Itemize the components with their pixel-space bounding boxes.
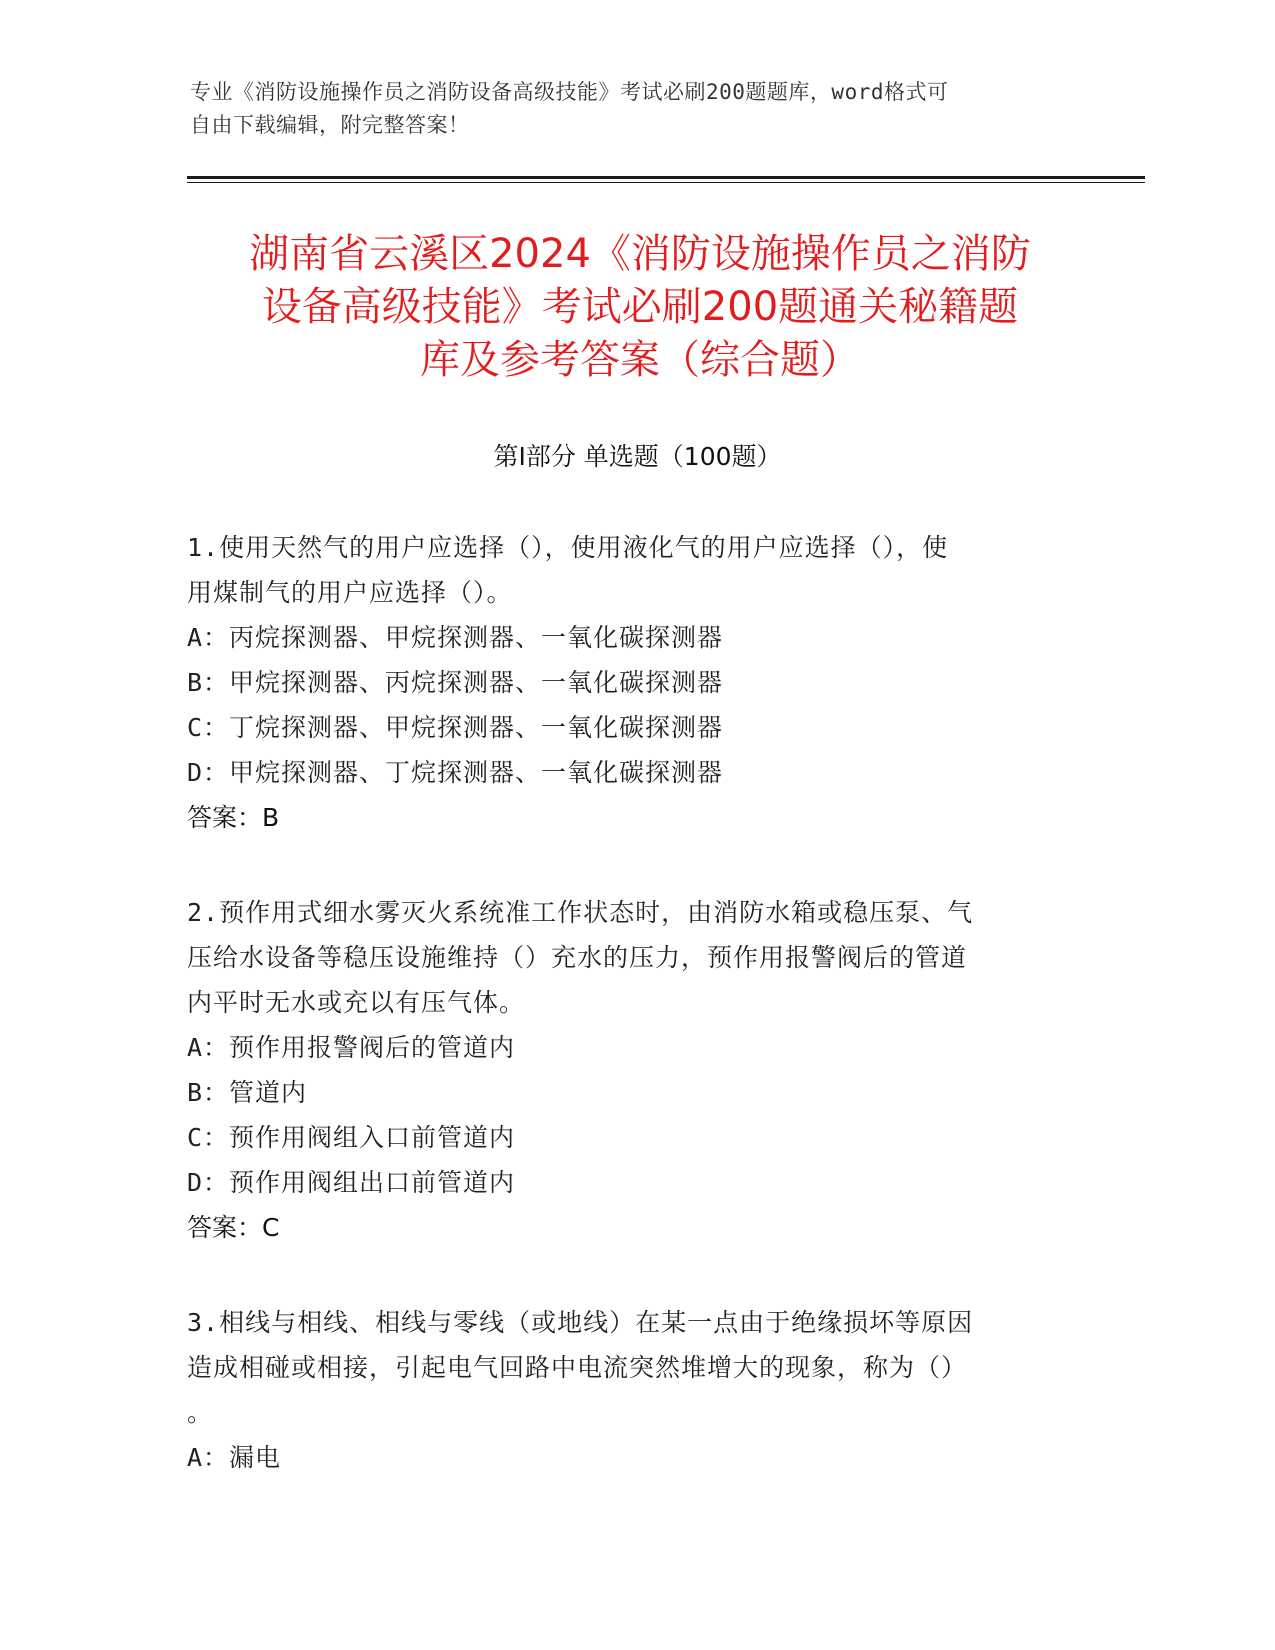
option-a: A：预作用报警阀后的管道内 xyxy=(187,1033,516,1062)
header-note xyxy=(190,76,1070,142)
question-stem: 内平时无水或充以有压气体。 xyxy=(187,988,526,1017)
question-block xyxy=(187,525,1067,840)
question-block xyxy=(187,890,1067,1250)
question-stem: 压给水设备等稳压设施维持（）充水的压力，预作用报警阀后的管道 xyxy=(187,943,968,972)
option-b: B：甲烷探测器、丙烷探测器、一氧化碳探测器 xyxy=(187,668,724,697)
answer-line: 答案：C xyxy=(187,1213,280,1242)
title-line: 设备高级技能》考试必刷200题通关秘籍题 xyxy=(261,284,1019,330)
option-d: D：甲烷探测器、丁烷探测器、一氧化碳探测器 xyxy=(187,758,724,787)
header-note-line: 专业《消防设施操作员之消防设备高级技能》考试必刷200题题库，word格式可 xyxy=(190,80,949,104)
title-line: 库及参考答案（综合题） xyxy=(420,337,860,383)
question-stem: 1.使用天然气的用户应选择（），使用液化气的用户应选择（），使 xyxy=(187,533,949,562)
option-b: B：管道内 xyxy=(187,1078,308,1107)
section-title: 第Ⅰ部分 单选题（100题） xyxy=(493,442,782,471)
title-line: 湖南省云溪区2024《消防设施操作员之消防 xyxy=(249,231,1031,277)
question-stem: 2.预作用式细水雾灭火系统准工作状态时，由消防水箱或稳压泵、气 xyxy=(187,898,974,927)
header-rule-thick xyxy=(187,176,1145,179)
question-stem: 用煤制气的用户应选择（）。 xyxy=(187,578,513,607)
option-c: C：预作用阀组入口前管道内 xyxy=(187,1123,516,1152)
header-rule-thin xyxy=(187,182,1145,183)
question-stem: 造成相碰或相接，引起电气回路中电流突然堆增大的现象，称为（） xyxy=(187,1353,968,1382)
option-d: D：预作用阀组出口前管道内 xyxy=(187,1168,516,1197)
question-stem: 。 xyxy=(187,1398,214,1427)
question-block xyxy=(187,1300,1067,1480)
question-stem: 3.相线与相线、相线与零线（或地线）在某一点由于绝缘损坏等原因 xyxy=(187,1308,974,1337)
option-a: A：丙烷探测器、甲烷探测器、一氧化碳探测器 xyxy=(187,623,724,652)
option-a: A：漏电 xyxy=(187,1443,282,1472)
option-c: C：丁烷探测器、甲烷探测器、一氧化碳探测器 xyxy=(187,713,724,742)
document-title xyxy=(160,228,1120,387)
answer-line: 答案：B xyxy=(187,803,280,832)
header-note-line: 自由下载编辑，附完整答案！ xyxy=(190,113,470,137)
